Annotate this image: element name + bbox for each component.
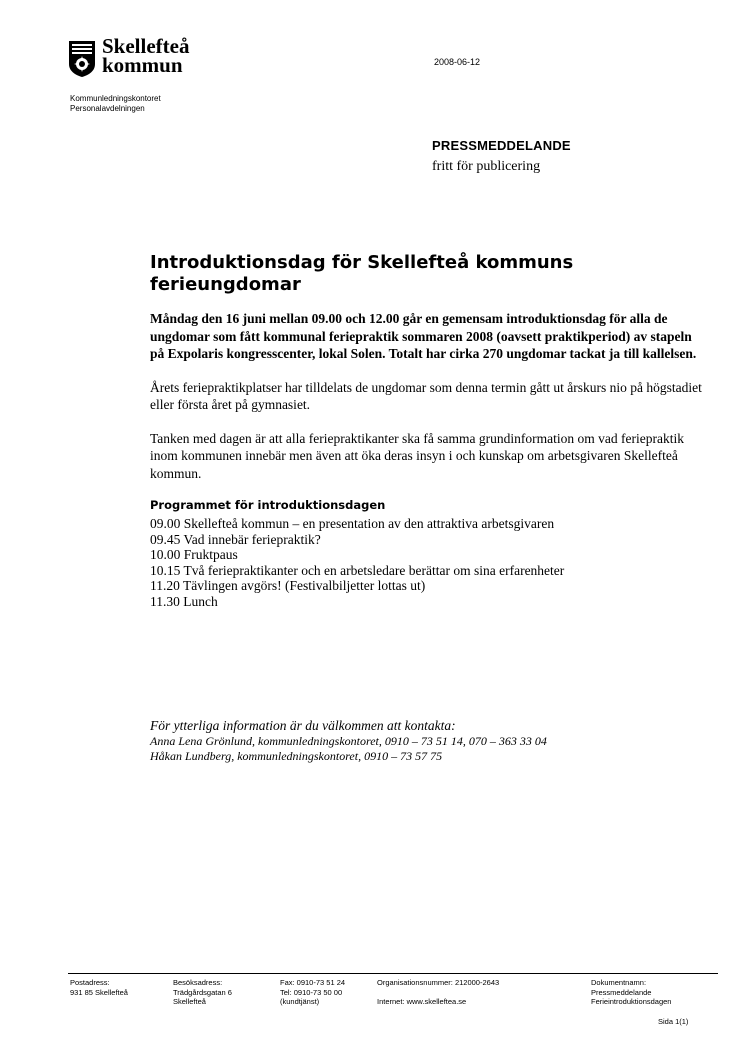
publication-note: fritt för publicering [432,159,541,174]
footer-organisation: Organisationsnummer: 212000-2643 Internet: www.skelleftea.se [377,978,500,1006]
municipality-logo [68,34,208,82]
program-item: 09.45 Vad innebär feriepraktik? [150,531,321,547]
press-release-label: PRESSMEDDELANDE [432,138,571,153]
contact-block [150,717,547,764]
program-list [150,516,710,609]
article-body [150,252,710,609]
contact-intro: För ytterliga information är du välkommen att kontakta: [150,718,456,733]
page-number: Sida 1(1) [658,1017,689,1026]
department-line: Kommunledningskontoret [70,94,161,103]
footer-postal-address: Postadress: 931 85 Skellefteå [70,978,128,997]
document-date: 2008-06-12 [434,57,481,67]
footer-document-name: Dokumentnamn: Pressmeddelande Ferieintroduktionsdagen [591,978,672,1006]
program-item: 09.00 Skellefteå kommun – en presentation av den attraktiva arbetsgivaren [150,516,555,531]
contact-person: Anna Lena Grönlund, kommunledningskontoret, 0910 – 73 51 14, 070 – 363 33 04 [150,734,547,748]
program-heading: Programmet för introduktionsdagen [150,498,386,512]
coat-of-arms-icon [68,40,96,78]
article-paragraph: Årets feriepraktikplatser har tilldelats de ungdomar som denna termin gått ut årskurs nio på högstadiet eller första året på gymnasiet. [150,379,702,412]
footer-phone: Fax: 0910-73 51 24 Tel: 0910-73 50 00 (kundtjänst) [280,978,346,1006]
article-headline: Introduktionsdag för Skellefteå kommuns ferieungdomar [150,252,574,295]
logo-wordmark: Skellefteå kommun [102,34,190,77]
department-line: Personalavdelningen [70,104,145,113]
footer-visit-address: Besöksadress: Trädgårdsgatan 6 Skellefteå [173,978,232,1006]
department-block [70,94,161,114]
program-item: 10.15 Två feriepraktikanter och en arbetsledare berättar om sina erfarenheter [150,562,565,578]
article-lead: Måndag den 16 juni mellan 09.00 och 12.00 går en gemensam introduktionsdag för alla de ungdomar som fått kommunal feriepraktik sommaren 2008 (oavsett praktikperiod) av stapeln på Expolaris kongresscenter, lokal Solen. Totalt har cirka 270 ungdomar tackat ja till kallelsen. [150,311,697,361]
footer-divider [68,973,718,974]
program-item: 11.20 Tävlingen avgörs! (Festivalbiljetter lottas ut) [150,578,426,593]
program-item: 11.30 Lunch [150,593,218,609]
contact-person: Håkan Lundberg, kommunledningskontoret, 0910 – 73 57 75 [150,749,443,763]
article-paragraph: Tanken med dagen är att alla feriepraktikanter ska få samma grundinformation om vad feriepraktik inom kommunen innebär men även att öka deras insyn i och kunskap om arbetsgivaren Skellefteå kommun. [150,430,684,481]
program-item: 10.00 Fruktpaus [150,547,238,562]
